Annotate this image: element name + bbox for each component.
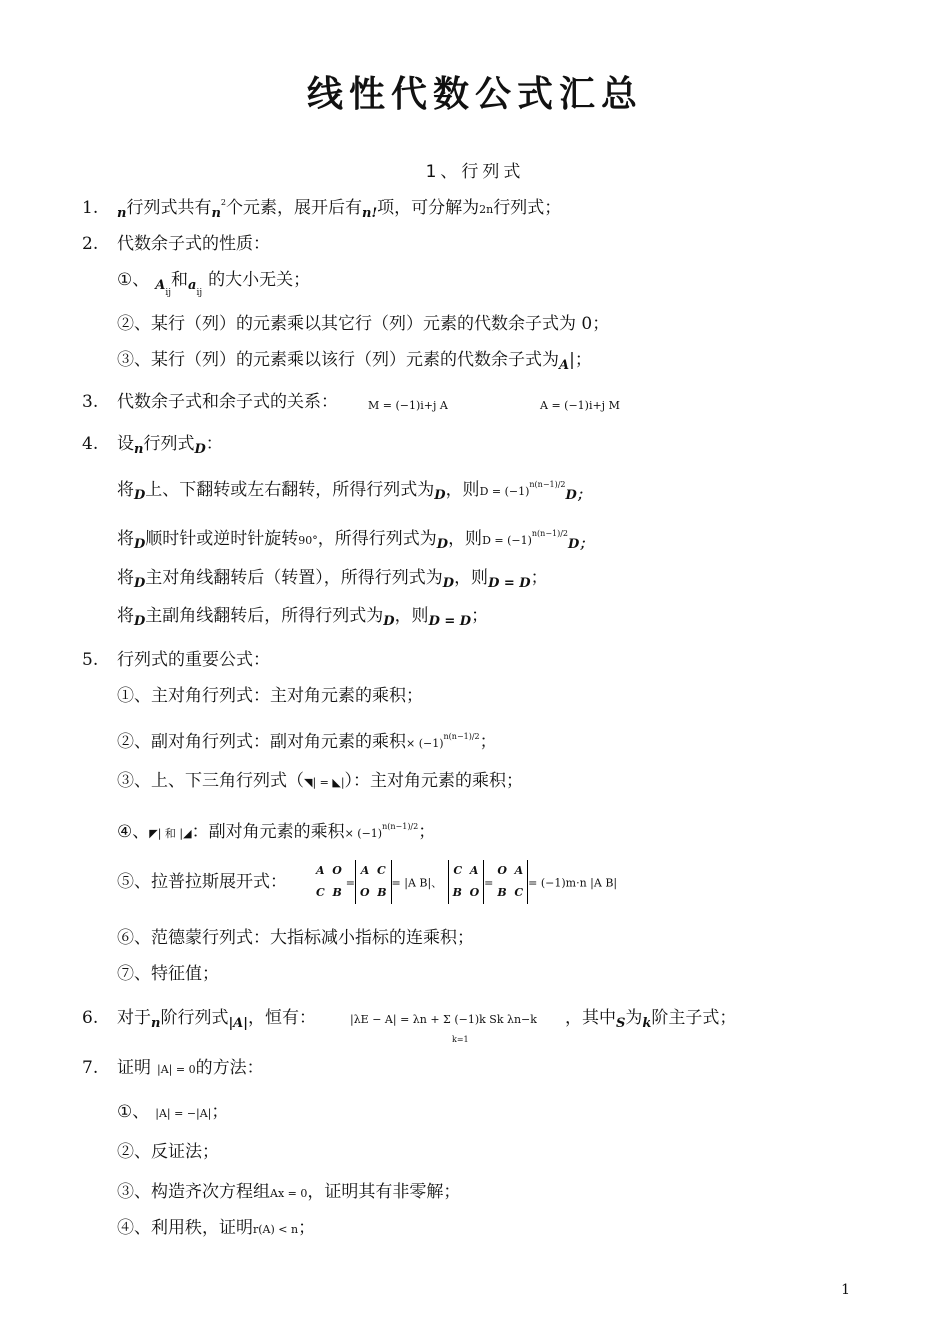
page-number: 1: [841, 1282, 850, 1298]
page-title: 线性代数公式汇总: [306, 74, 643, 115]
section-heading: 1、行列式: [425, 162, 525, 182]
document-page: 线性代数公式汇总 1、行列式 1. $_n$行列式共有$_n^2$个元素，展开后有$_{n!}$项，可分解为2n行列式； 2. 代数余子式的性质： ①、 $_{Aij}$和$_{aij}$的大小无关； ②、某行（列）的元素乘以其它行（列）元素的代数余子式为 0； ③、某行（列）的元素乘以该行（列）元素的代数余子式为$_A$|； 3. 代数余子式和余子式的关系： M = (−1)i+j A A = (−1)i+j M 4. 设$_n$行列式$_D$： 将$_D$上、下翻转或左右翻转，所得行列式为$_D$，则$D = (-1)^{n(n-1)/2}_{D;}$ 将$_D$顺时针或逆时针旋转90°，所得行列式为$_D$，则$D = (-1)^{n(n-1)/2}_{D;}$ 将$_D$主对角线翻转后（转置），所得行列式为$_D$，则$_{D = D}$； 将$_D$主副角线翻转后，所得行列式为$_D$，则$_{D = D}$； 5. 行列式的重要公式： ①、主对角行列式：主对角元素的乘积； ②、副对角行列式：副对角元素的乘积× $(-1)^{n(n-1)/2}$； ③、上、下三角行列式（◥| = ◣|）：主对角元素的乘积； ④、◤| 和 |◢：副对角元素的乘积× $(-1)^{n(n-1)/2}$； ⑤、拉普拉斯展开式： A O C B=A C O B= |A B|、 C A B O=O A B C= (−1)m·n |A B| ⑥、范德蒙行列式：大指标减小指标的连乘积； ⑦、特征值； 6. 对于$_n$阶行列式$_{|A|}$，恒有： |λE − A| = λn + Σ (−1)k Sk λn−k k=1 ，其中$_S$为$_k$阶主子式； 7. 证明 |A| = 0的方法： ①、 |A| = −|A|； ②、反证法； ③、构造齐次方程组Ax = 0，证明其有非零解； ④、利用秩，证明r(A) < n； 1: [0, 0, 950, 1344]
laplace-formula: A O C B=A C O B= |A B|、 C A B O=O A B C= (−1)m·n |A B|: [312, 860, 617, 904]
